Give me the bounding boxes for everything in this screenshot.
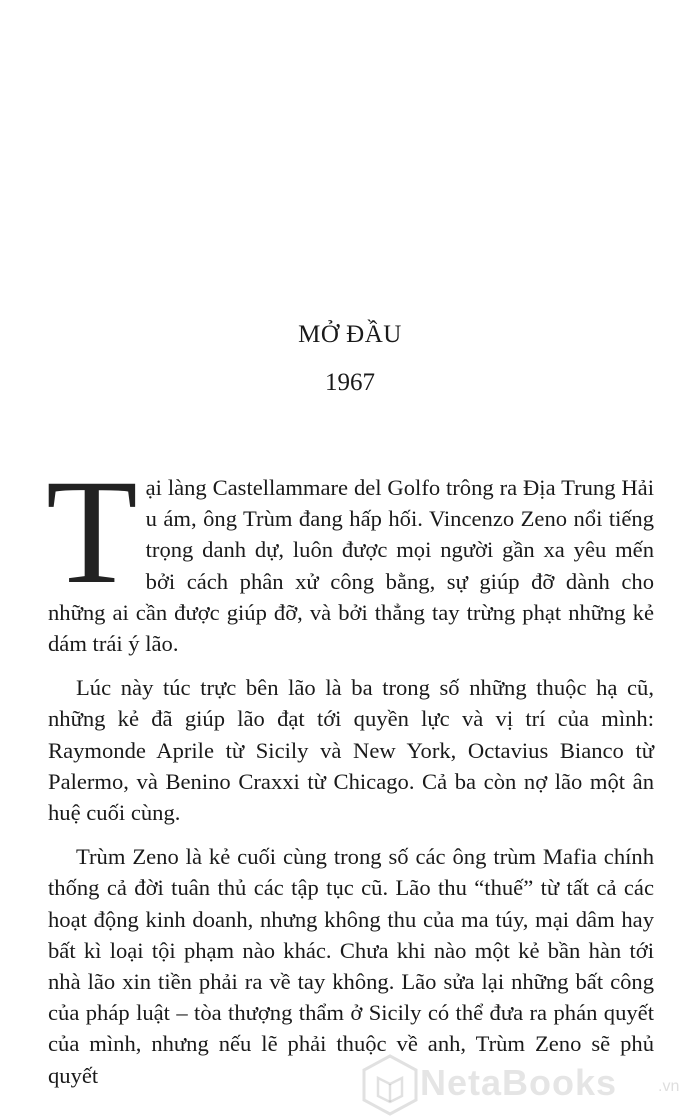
paragraph-1 xyxy=(46,449,654,659)
chapter-year: 1967 xyxy=(325,369,375,396)
paragraph-1-text: ại làng Castellammare del Golfo trông ra Địa Trung Hải u ám, ông Trùm đang hấp hối. Vincenzo Zeno nổi tiếng trọng danh dự, luôn được mọi người gần xa yêu mến bởi cách phân xử công bằng, sự giúp đỡ dành cho những ai cần được giúp đỡ, và bởi thẳng tay trừng phạt những kẻ dám trái ý lão. xyxy=(48,475,654,657)
chapter-title: MỞ ĐẦU xyxy=(298,321,402,348)
drop-cap: T xyxy=(46,449,138,615)
watermark-brand: NetaBooks xyxy=(420,1062,618,1103)
paragraph-3: Trùm Zeno là kẻ cuối cùng trong số các ông trùm Mafia chính thống cả đời tuân thủ các tập tục cũ. Lão thu “thuế” từ tất cả các hoạt động kinh doanh, nhưng không thu của ma túy, mại dâm hay bất kì loại tội phạm nào khác. Chưa khi nào một kẻ bần hàn tới nhà lão xin tiền phải ra về tay không. Lão sửa lại những bất công của pháp luật – tòa thượng thẩm ở Sicily có thể đưa ra phán quyết của mình, nhưng nếu lẽ phải thuộc về anh, Trùm Zeno sẽ phủ quyết xyxy=(48,844,654,1088)
body-text xyxy=(46,449,654,1104)
watermark-suffix: .vn xyxy=(658,1078,680,1095)
paragraph-2: Lúc này túc trực bên lão là ba trong số những thuộc hạ cũ, những kẻ đã giúp lão đạt tới quyền lực và vị trí của mình: Raymonde Aprile từ Sicily và New York, Octavius Bianco từ Palermo, và Benino Craxxi từ Chicago. Cả ba còn nợ lão một ân huệ cuối cùng. xyxy=(48,675,654,826)
